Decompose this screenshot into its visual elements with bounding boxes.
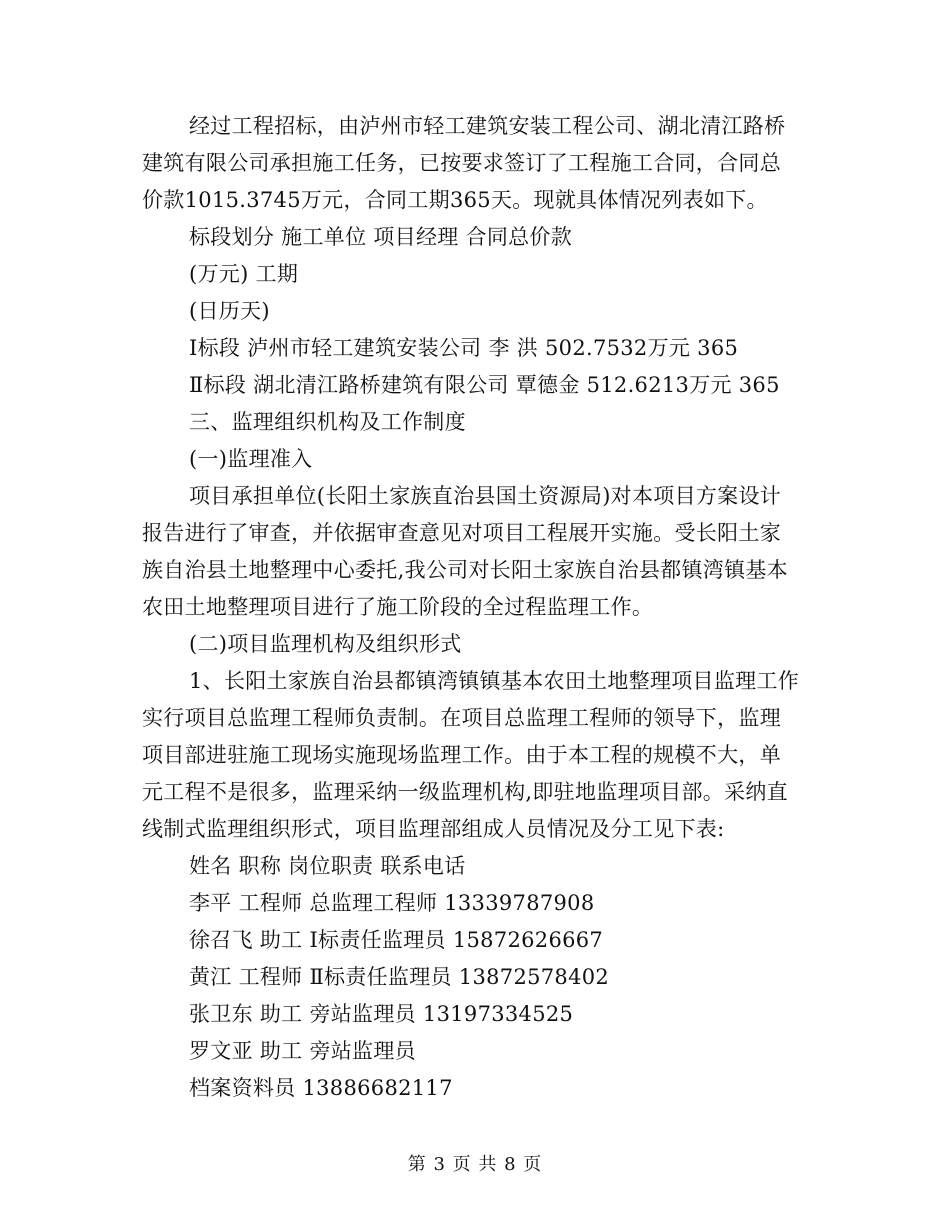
staff-table-row: 罗文亚 助工 旁站监理员 bbox=[189, 1039, 416, 1063]
paragraph-line: 项目部进驻施工现场实施现场监理工作。由于本工程的规模不大，单 bbox=[142, 743, 781, 767]
paragraph-line: 价款1015.3745万元，合同工期365天。现就具体情况列表如下。 bbox=[142, 188, 768, 212]
paragraph-line: 实行项目总监理工程师负责制。在项目总监理工程师的领导下，监理 bbox=[142, 706, 781, 730]
section-heading: 三、监理组织机构及工作制度 bbox=[189, 410, 466, 434]
paragraph-line: 经过工程招标，由泸州市轻工建筑安装工程公司、湖北清江路桥 bbox=[189, 114, 786, 138]
paragraph-line: 项目承担单位(长阳土家族直治县国土资源局)对本项目方案设计 bbox=[189, 484, 782, 508]
table-header-line: 标段划分 施工单位 项目经理 合同总价款 bbox=[189, 225, 573, 249]
staff-table-row: 档案资料员 13886682117 bbox=[189, 1076, 453, 1100]
subsection-heading: (一)监理准入 bbox=[189, 447, 313, 471]
paragraph-line: 1、长阳土家族自治县都镇湾镇镇基本农田土地整理项目监理工作 bbox=[189, 669, 800, 693]
staff-table-header: 姓名 职称 岗位职责 联系电话 bbox=[189, 854, 466, 878]
table-header-line: (日历天) bbox=[189, 299, 270, 323]
table-row-line: Ⅰ标段 泸州市轻工建筑安装公司 李 洪 502.7532万元 365 bbox=[189, 336, 739, 360]
staff-table-row: 徐召飞 助工 Ⅰ标责任监理员 15872626667 bbox=[189, 928, 604, 952]
paragraph-line: 线制式监理组织形式，项目监理部组成人员情况及分工见下表: bbox=[142, 817, 725, 841]
paragraph-line: 族自治县土地整理中心委托,我公司对长阳土家族自治县都镇湾镇基本 bbox=[142, 558, 788, 582]
staff-table-row: 张卫东 助工 旁站监理员 13197334525 bbox=[189, 1002, 574, 1026]
staff-table-row: 李平 工程师 总监理工程师 13339787908 bbox=[189, 891, 595, 915]
subsection-heading: (二)项目监理机构及组织形式 bbox=[189, 632, 462, 656]
staff-table-row: 黄江 工程师 Ⅱ标责任监理员 13872578402 bbox=[189, 965, 610, 989]
document-body bbox=[142, 108, 812, 1107]
page-number-footer: 第 3 页 共 8 页 bbox=[407, 1154, 543, 1175]
paragraph-line: 建筑有限公司承担施工任务，已按要求签订了工程施工合同，合同总 bbox=[142, 151, 781, 175]
paragraph-line: 农田土地整理项目进行了施工阶段的全过程监理工作。 bbox=[142, 595, 654, 619]
table-row-line: Ⅱ标段 湖北清江路桥建筑有限公司 覃德金 512.6213万元 365 bbox=[189, 373, 780, 397]
paragraph-line: 报告进行了审查，并依据审查意见对项目工程展开实施。受长阳土家 bbox=[142, 521, 781, 545]
table-header-line: (万元) 工期 bbox=[189, 262, 299, 286]
paragraph-line: 元工程不是很多，监理采纳一级监理机构,即驻地监理项目部。采纳直 bbox=[142, 780, 788, 804]
